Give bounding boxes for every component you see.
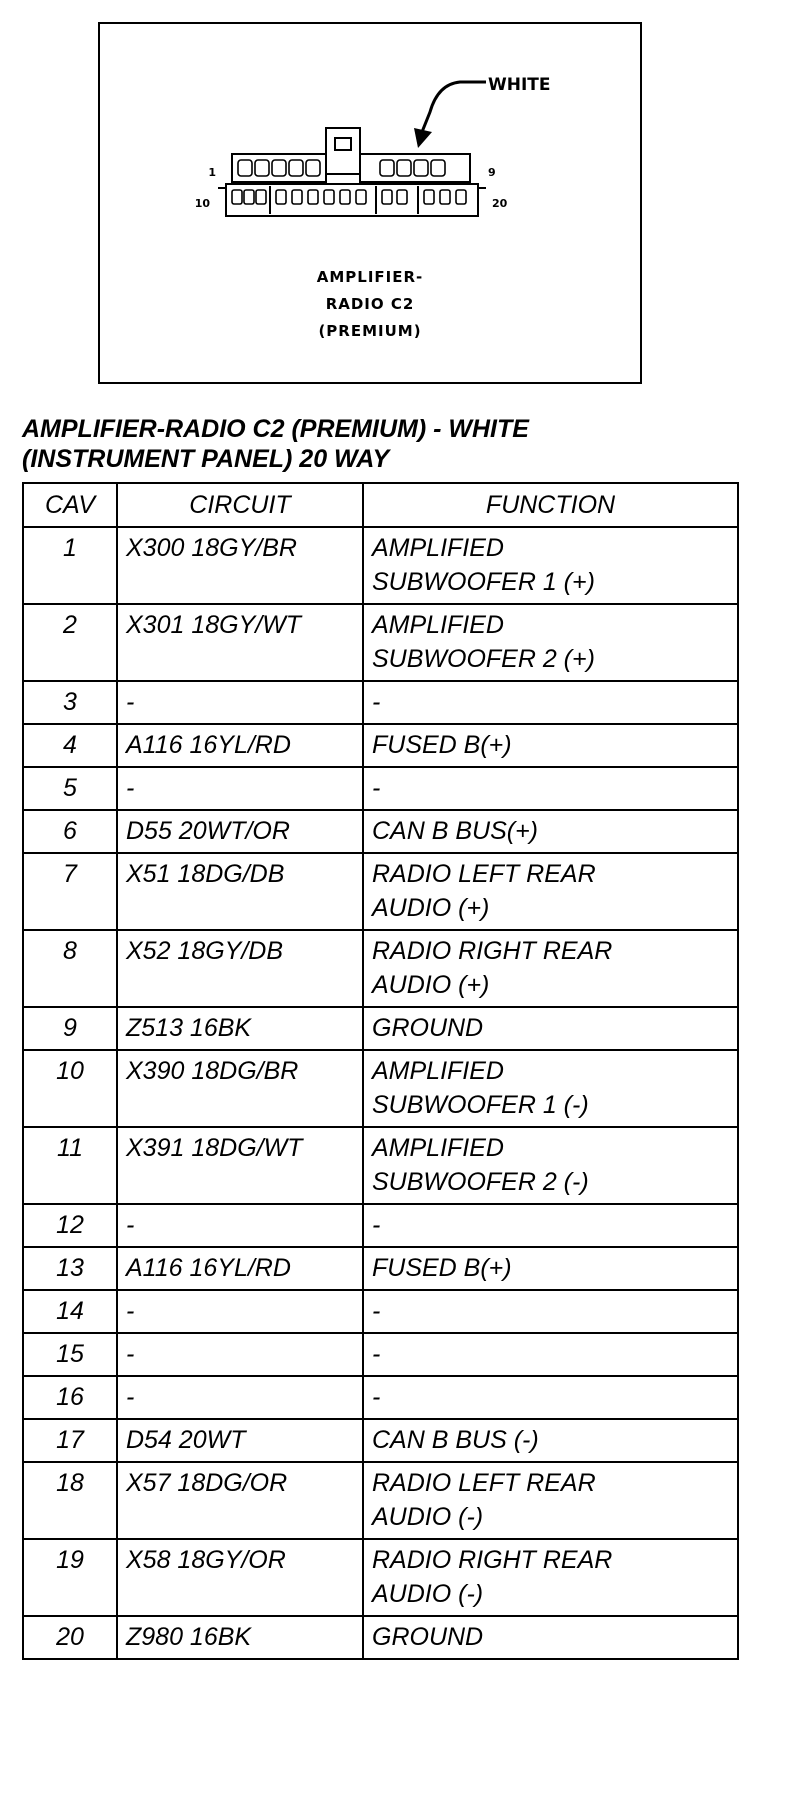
cav-cell: 15 <box>23 1333 117 1376</box>
cav-cell: 16 <box>23 1376 117 1419</box>
table-row <box>23 1290 738 1333</box>
circuit-cell: D54 20WT <box>117 1419 363 1462</box>
cav-cell: 18 <box>23 1462 117 1539</box>
circuit-cell: X58 18GY/OR <box>117 1539 363 1616</box>
circuit-cell: X391 18DG/WT <box>117 1127 363 1204</box>
circuit-cell: A116 16YL/RD <box>117 724 363 767</box>
connector-name-line: (PREMIUM) <box>318 322 422 340</box>
table-row <box>23 930 738 1007</box>
function-cell: GROUND <box>363 1007 738 1050</box>
circuit-cell: X300 18GY/BR <box>117 527 363 604</box>
function-cell: - <box>363 1290 738 1333</box>
header-cav: CAV <box>23 483 117 527</box>
cav-cell: 17 <box>23 1419 117 1462</box>
table-row <box>23 1462 738 1539</box>
circuit-cell: - <box>117 767 363 810</box>
function-cell: AMPLIFIED SUBWOOFER 1 (+) <box>363 527 738 604</box>
table-row <box>23 1539 738 1616</box>
function-cell: RADIO RIGHT REAR AUDIO (+) <box>363 930 738 1007</box>
function-cell: RADIO LEFT REAR AUDIO (-) <box>363 1462 738 1539</box>
pin-label-top-left: 1 <box>208 166 216 179</box>
circuit-cell: X52 18GY/DB <box>117 930 363 1007</box>
cav-cell: 20 <box>23 1616 117 1659</box>
cav-cell: 19 <box>23 1539 117 1616</box>
cav-cell: 6 <box>23 810 117 853</box>
table-title <box>22 414 742 474</box>
table-row <box>23 1616 738 1659</box>
cav-cell: 10 <box>23 1050 117 1127</box>
color-callout-label: WHITE <box>488 75 551 95</box>
pin-label-bottom-right: 20 <box>492 197 508 210</box>
callout-leader-line <box>422 82 486 132</box>
circuit-cell: Z980 16BK <box>117 1616 363 1659</box>
function-cell: - <box>363 1376 738 1419</box>
table-row <box>23 1204 738 1247</box>
table-row <box>23 1127 738 1204</box>
pinout-table <box>22 482 739 1660</box>
function-cell: FUSED B(+) <box>363 724 738 767</box>
table-row <box>23 1050 738 1127</box>
circuit-cell: X57 18DG/OR <box>117 1462 363 1539</box>
header-circuit: CIRCUIT <box>117 483 363 527</box>
function-cell: GROUND <box>363 1616 738 1659</box>
circuit-cell: Z513 16BK <box>117 1007 363 1050</box>
circuit-cell: - <box>117 1333 363 1376</box>
table-row <box>23 1333 738 1376</box>
circuit-cell: - <box>117 1204 363 1247</box>
cav-cell: 11 <box>23 1127 117 1204</box>
callout-arrowhead <box>414 128 432 148</box>
cav-cell: 14 <box>23 1290 117 1333</box>
table-row <box>23 604 738 681</box>
bottom-row-pins <box>232 190 466 204</box>
table-title-line: (INSTRUMENT PANEL) 20 WAY <box>22 445 390 473</box>
cav-cell: 12 <box>23 1204 117 1247</box>
circuit-cell: A116 16YL/RD <box>117 1247 363 1290</box>
function-cell: CAN B BUS(+) <box>363 810 738 853</box>
pin-label-bottom-left: 10 <box>194 197 210 210</box>
table-row <box>23 853 738 930</box>
cav-cell: 4 <box>23 724 117 767</box>
table-row <box>23 681 738 724</box>
table-title-line: AMPLIFIER-RADIO C2 (PREMIUM) - WHITE <box>22 415 529 443</box>
function-cell: - <box>363 1204 738 1247</box>
table-row <box>23 810 738 853</box>
circuit-cell: - <box>117 1376 363 1419</box>
function-cell: AMPLIFIED SUBWOOFER 1 (-) <box>363 1050 738 1127</box>
function-cell: AMPLIFIED SUBWOOFER 2 (-) <box>363 1127 738 1204</box>
cav-cell: 13 <box>23 1247 117 1290</box>
cav-cell: 5 <box>23 767 117 810</box>
function-cell: - <box>363 681 738 724</box>
function-cell: RADIO RIGHT REAR AUDIO (-) <box>363 1539 738 1616</box>
table-row <box>23 767 738 810</box>
table-row <box>23 1419 738 1462</box>
pinout-table-body <box>23 527 738 1659</box>
function-cell: - <box>363 1333 738 1376</box>
circuit-cell: X390 18DG/BR <box>117 1050 363 1127</box>
cav-cell: 1 <box>23 527 117 604</box>
connector-diagram <box>98 22 642 384</box>
circuit-cell: - <box>117 1290 363 1333</box>
pin-label-top-right: 9 <box>488 166 496 179</box>
function-cell: AMPLIFIED SUBWOOFER 2 (+) <box>363 604 738 681</box>
cav-cell: 3 <box>23 681 117 724</box>
table-row <box>23 1007 738 1050</box>
cav-cell: 9 <box>23 1007 117 1050</box>
table-row <box>23 1247 738 1290</box>
connector-name-line: RADIO C2 <box>325 295 415 313</box>
connector-name <box>100 264 640 345</box>
table-row <box>23 724 738 767</box>
header-function: FUNCTION <box>363 483 738 527</box>
function-cell: RADIO LEFT REAR AUDIO (+) <box>363 853 738 930</box>
cav-cell: 8 <box>23 930 117 1007</box>
circuit-cell: - <box>117 681 363 724</box>
circuit-cell: D55 20WT/OR <box>117 810 363 853</box>
function-cell: - <box>363 767 738 810</box>
connector-name-line: AMPLIFIER- <box>316 268 424 286</box>
cav-cell: 7 <box>23 853 117 930</box>
table-row <box>23 1376 738 1419</box>
circuit-cell: X51 18DG/DB <box>117 853 363 930</box>
circuit-cell: X301 18GY/WT <box>117 604 363 681</box>
function-cell: CAN B BUS (-) <box>363 1419 738 1462</box>
table-header-row <box>23 483 738 527</box>
function-cell: FUSED B(+) <box>363 1247 738 1290</box>
cav-cell: 2 <box>23 604 117 681</box>
table-row <box>23 527 738 604</box>
